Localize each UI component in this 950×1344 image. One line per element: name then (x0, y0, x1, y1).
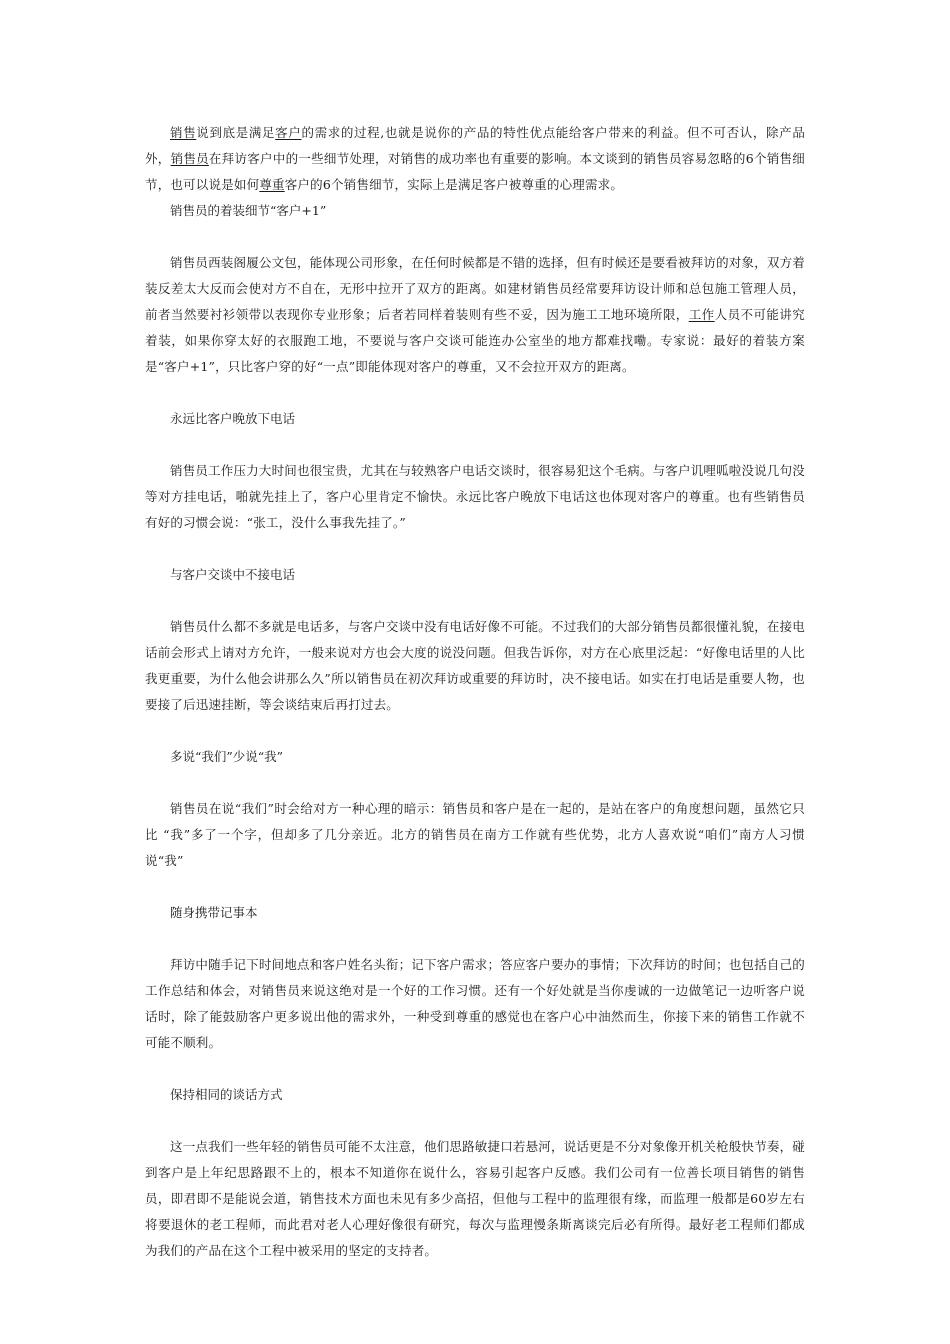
section-heading-speaking-style: 保持相同的谈话方式 (170, 1087, 283, 1102)
section-body-speaking-style: 这一点我们一些年轻的销售员可能不太注意，他们思路敏捷口若悬河，说话更是不分对象像开机关枪般快节奏，碰到客户是上年纪思路跟不上的，根本不知道你在说什么，容易引起客户反感。我们公司有一位善长项目销售的销售员，即君即不是能说会道，销售技术方面也未见有多少高招，但他与工程中的监理很有缘，而监理一般都是60岁左右将要退休的老工程师，而此君对老人心理好像很有研究，每次与监理慢条斯离谈完后必有所得。最好老工程师们都成为我们的产品在这个工程中被采用的坚定的支持者。 (145, 1139, 806, 1258)
link-work[interactable]: 工作 (688, 307, 715, 322)
section-heading-no-calls: 与客户交谈中不接电话 (170, 567, 296, 582)
section-body-notebook: 拜访中随手记下时间地点和客户姓名头衔；记下客户需求；答应客户要办的事情；下次拜访的时间；也包括自己的工作总结和体会，对销售员来说这绝对是一个好的工作习惯。还有一个好处就是当你虔诚的一边做笔记一边听客户说话时，除了能鼓励客户更多说出他的需求外，一种受到尊重的感觉也在客户心中油然而生，你接下来的销售工作就不可能不顺利。 (145, 957, 806, 1050)
section-heading-notebook: 随身携带记事本 (170, 905, 258, 920)
section-body-attire (145, 250, 805, 380)
intro-text-4: 客户的6个销售细节，实际上是满足客户被尊重的心理需求。 (284, 177, 624, 192)
section-body-we-not-i: 销售员在说“我们”时会给对方一种心理的暗示：销售员和客户是在一起的，是站在客户的角度想问题，虽然它只比 “我”多了一个字，但却多了几分亲近。北方的销售员在南方工作就有些优势，北方人喜欢说“咱们”南方人习惯说“我” (145, 801, 805, 868)
section-heading-phone-last: 永远比客户晚放下电话 (170, 411, 296, 426)
link-customer[interactable]: 客户 (275, 125, 302, 140)
link-salesperson[interactable]: 销售员 (170, 151, 209, 166)
document-page (145, 120, 805, 1264)
intro-text-2: 的需求的过程,也就是说你的产品的特性优点能给客户带来的利益。但不可否认，除产品外， (145, 125, 806, 166)
attire-text-1: 销售员西装阁履公文包，能体现公司形象，在任何时候都是不错的选择，但有时候还是要看被拜访的对象，双方着装反差太大反而会使对方不自在，无形中拉开了双方的距离。如建材销售员经常要拜访设计师和总包施工管理人员，前者当然要衬衫领带以表现你专业形象；后者若同样着装则有些不妥，因为施工工地环境所限， (145, 255, 806, 322)
intro-text-1: 说到底是满足 (196, 125, 276, 140)
section-body-no-calls: 销售员什么都不多就是电话多，与客户交谈中没有电话好像不可能。不过我们的大部分销售员都很懂礼貌，在接电话前会形式上请对方允许，一般来说对方也会大度的说没问题。但我告诉你，对方在心底里泛起：“好像电话里的人比我更重要，为什么他会讲那么久”所以销售员在初次拜访或重要的拜访时，决不接电话。如实在打电话是重要人物，也要接了后迅速挂断，等会谈结束后再打过去。 (145, 619, 806, 712)
section-heading-attire: 销售员的着装细节“客户+1” (170, 203, 327, 218)
link-sales[interactable]: 销售 (170, 125, 197, 140)
section-body-phone-last: 销售员工作压力大时间也很宝贵，尤其在与较熟客户电话交谈时，很容易犯这个毛病。与客户讥哩呱啦没说几句没等对方挂电话，啪就先挂上了，客户心里肯定不愉快。永远比客户晚放下电话这也体现对客户的尊重。也有些销售员有好的习惯会说：“张工，没什么事我先挂了。” (145, 463, 806, 530)
attire-text-2: 人员不可能讲究着装，如果你穿太好的衣服跑工地，不要说与客户交谈可能连办公室坐的地方都难找嘞。专家说：最好的着装方案是“客户+1”，只比客户穿的好“一点”即能体现对客户的尊重，又不会拉开双方的距离。 (145, 307, 805, 374)
link-respect[interactable]: 尊重 (259, 177, 285, 192)
intro-text-3: 在拜访客户中的一些细节处理，对销售的成功率也有重要的影响。本文谈到的销售员容易忽略的6个销售细节，也可以说是如何 (145, 151, 805, 192)
section-heading-we-not-i: 多说“我们”少说“我” (170, 749, 284, 764)
intro-paragraph (145, 120, 805, 198)
